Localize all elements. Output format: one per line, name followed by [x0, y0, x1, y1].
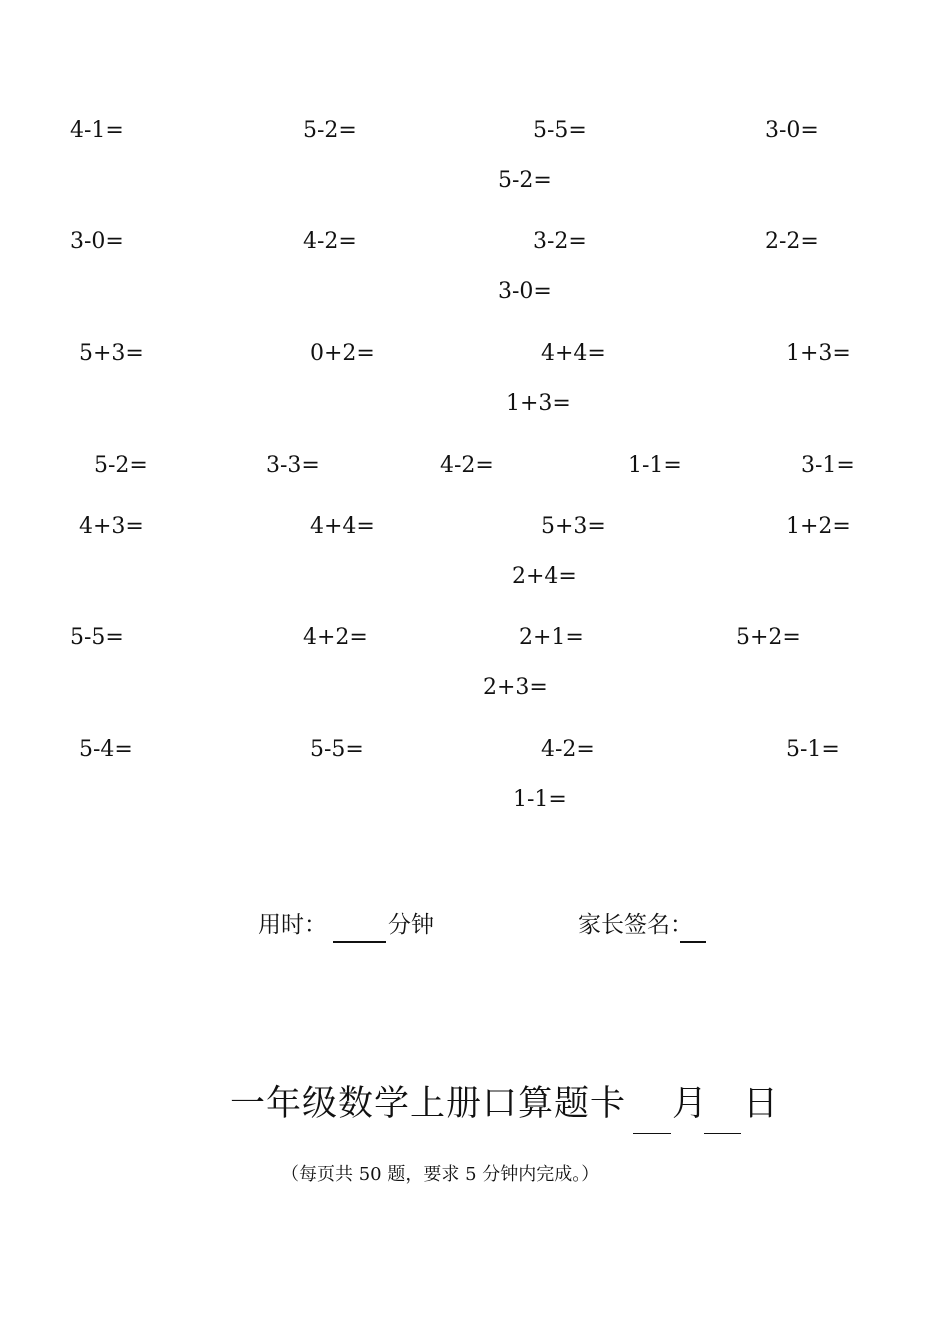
problem-22: 4+4= [310, 514, 375, 539]
problem-21: 4+3= [79, 514, 144, 539]
time-used-label: 用时： [258, 912, 327, 938]
problem-20: 3-1= [801, 453, 855, 478]
problem-8: 3-2= [533, 229, 587, 254]
minutes-label: 分钟 [388, 912, 434, 938]
problem-14: 1+3= [786, 341, 851, 366]
signature-answer-line[interactable] [680, 941, 706, 943]
problem-2: 5-2= [303, 118, 357, 143]
problem-7: 4-2= [303, 229, 357, 254]
day-label: 日 [743, 1084, 780, 1124]
problem-13: 4+4= [541, 341, 606, 366]
problem-12: 0+2= [310, 341, 375, 366]
problem-25: 2+4= [512, 564, 577, 589]
problem-23: 5+3= [541, 514, 606, 539]
problem-3: 5-5= [533, 118, 587, 143]
sheet-subtitle: （每页共 50 题，要求 5 分钟内完成。） [281, 1164, 600, 1185]
problem-26: 5-5= [70, 625, 124, 650]
time-answer-line[interactable] [333, 941, 386, 943]
problem-6: 3-0= [70, 229, 124, 254]
problem-33: 4-2= [541, 737, 595, 762]
problem-27: 4+2= [303, 625, 368, 650]
sheet-title: 一年级数学上册口算题卡 [230, 1084, 627, 1124]
problem-10: 3-0= [498, 279, 552, 304]
problem-32: 5-5= [310, 737, 364, 762]
problem-5: 5-2= [498, 168, 552, 193]
day-blank-line[interactable] [704, 1133, 741, 1134]
month-label: 月 [672, 1084, 709, 1124]
problem-15: 1+3= [506, 391, 571, 416]
problem-18: 4-2= [440, 453, 494, 478]
problem-35: 1-1= [513, 787, 567, 812]
problem-17: 3-3= [266, 453, 320, 478]
month-blank-line[interactable] [633, 1133, 671, 1134]
problem-11: 5+3= [79, 341, 144, 366]
problem-30: 2+3= [483, 675, 548, 700]
problem-29: 5+2= [736, 625, 801, 650]
problem-1: 4-1= [70, 118, 124, 143]
problem-34: 5-1= [786, 737, 840, 762]
problem-24: 1+2= [786, 514, 851, 539]
problem-31: 5-4= [79, 737, 133, 762]
problem-4: 3-0= [765, 118, 819, 143]
parent-signature-label: 家长签名： [578, 912, 693, 938]
problem-19: 1-1= [628, 453, 682, 478]
problem-28: 2+1= [519, 625, 584, 650]
problem-9: 2-2= [765, 229, 819, 254]
problem-16: 5-2= [94, 453, 148, 478]
